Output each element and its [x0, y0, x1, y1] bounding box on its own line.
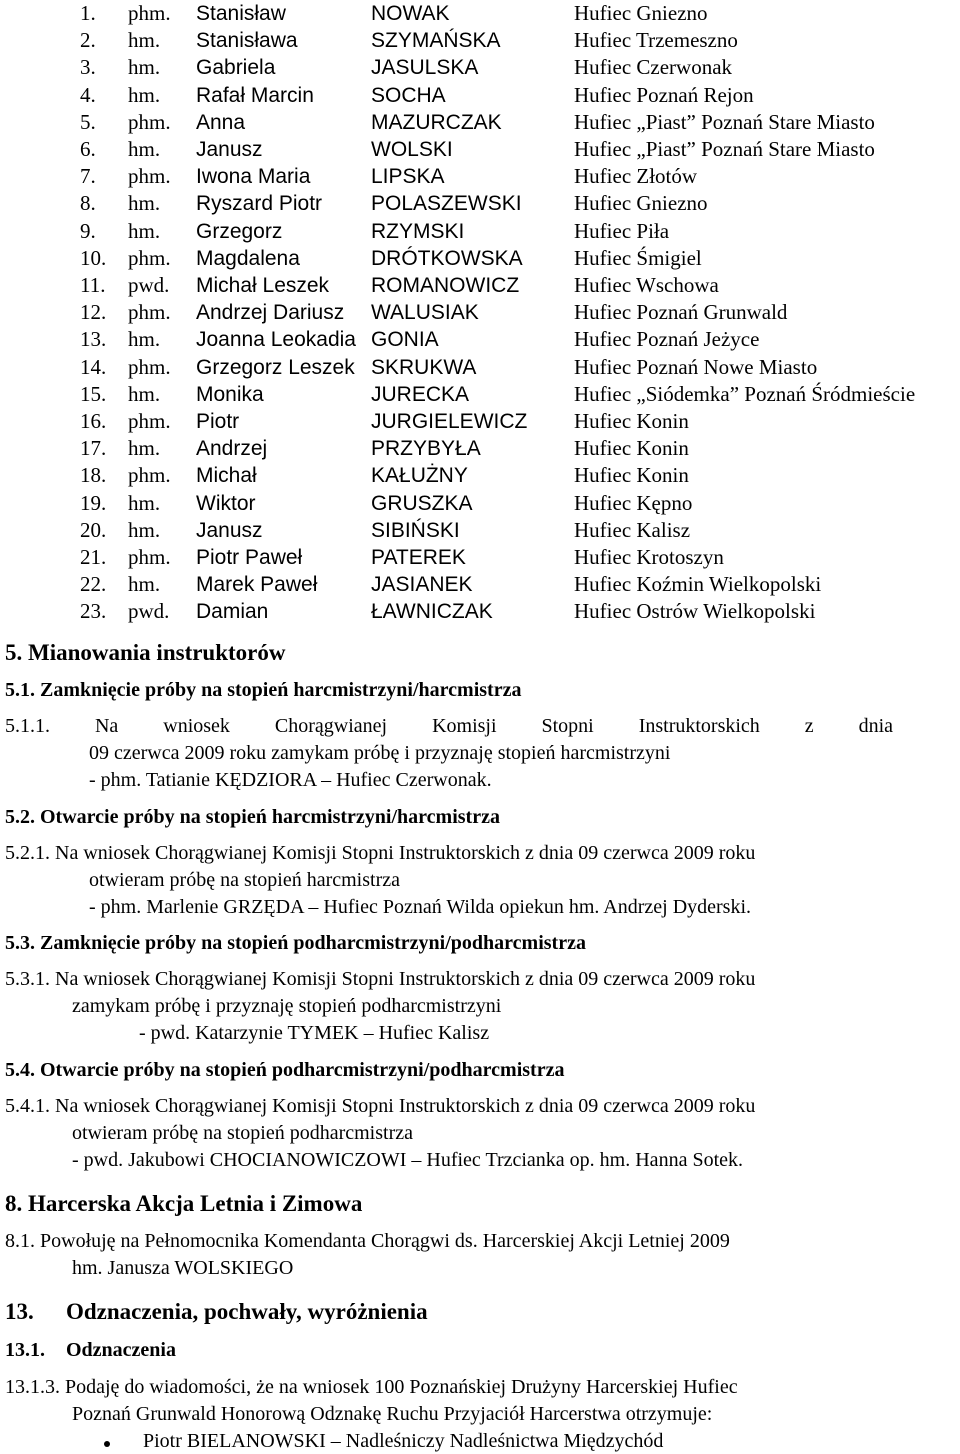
first-name: Joanna Leokadia: [196, 328, 356, 352]
unit-name: Hufiec Piła: [574, 218, 670, 243]
word: Komisji: [432, 715, 497, 737]
list-number: 12.: [80, 300, 107, 325]
last-name: ROMANOWICZ: [371, 274, 520, 297]
unit-name: Hufiec Poznań Nowe Miasto: [574, 354, 818, 379]
word: dnia: [858, 715, 894, 737]
degree: phm.: [128, 545, 171, 569]
section-5-1-heading: 5.1. Zamknięcie próby na stopień harcmistrzyni/harcmistrza: [5, 679, 522, 701]
section-5-3-heading: 5.3. Zamknięcie próby na stopień podharcmistrzyni/podharcmistrza: [5, 932, 586, 954]
section-5-3-1-line-3: - pwd. Katarzynie TYMEK – Hufiec Kalisz: [139, 1022, 490, 1044]
last-name: KAŁUŻNY: [371, 464, 468, 488]
section-13-number: 13.: [5, 1299, 34, 1324]
first-name: Andrzej: [196, 437, 268, 461]
section-5-3-1-line-2: zamykam próbę i przyznaję stopień podharcmistrzyni: [72, 995, 502, 1017]
list-number: 15.: [80, 381, 107, 406]
word: Instruktorskich: [638, 715, 760, 737]
unit-name: Hufiec Wschowa: [574, 273, 719, 297]
list-number: 16.: [80, 409, 107, 433]
first-name: Monika: [196, 382, 264, 406]
list-number: 23.: [80, 599, 107, 624]
section-5-1-1-line-1: [5, 715, 893, 738]
section-8-heading: 8. Harcerska Akcja Letnia i Zimowa: [5, 1191, 363, 1216]
first-name: Piotr Paweł: [196, 546, 303, 569]
first-name: Janusz: [196, 518, 263, 542]
section-5-2-1-line-1: 5.2.1. Na wniosek Chorągwianej Komisji Stopni Instruktorskich z dnia 09 czerwca 2009 roku: [5, 842, 756, 864]
word: wniosek: [163, 715, 230, 737]
unit-name: Hufiec „Piast” Poznań Stare Miasto: [574, 109, 875, 134]
word: 5.1.1.: [5, 715, 50, 737]
last-name: DRÓTKOWSKA: [371, 246, 523, 270]
degree: phm.: [128, 164, 171, 189]
list-number: 18.: [80, 463, 107, 488]
last-name: LIPSKA: [371, 165, 445, 189]
section-13-title: Odznaczenia, pochwały, wyróżnienia: [66, 1299, 428, 1324]
last-name: JURECKA: [371, 382, 470, 406]
last-name: WALUSIAK: [371, 301, 479, 325]
degree: phm.: [128, 109, 171, 134]
section-5-2-1-line-3: - phm. Marlenie GRZĘDA – Hufiec Poznań Wilda opiekun hm. Andrzej Dyderski.: [89, 896, 752, 918]
degree: hm.: [128, 517, 161, 542]
section-13-heading: [5, 1299, 428, 1325]
unit-name: Hufiec Poznań Jeżyce: [574, 327, 760, 352]
degree: phm.: [128, 1, 171, 25]
unit-name: Hufiec „Siódemka” Poznań Śródmieście: [574, 381, 916, 406]
list-number: 10.: [80, 245, 107, 270]
section-5-4-1-line-2: otwieram próbę na stopień podharcmistrza: [72, 1122, 413, 1144]
last-name: ŁAWNICZAK: [371, 600, 493, 624]
first-name: Gabriela: [196, 56, 276, 80]
word: Na: [94, 715, 119, 737]
word: Stopni: [541, 715, 594, 737]
section-13-1-3-line-1: 13.1.3. Podaję do wiadomości, że na wniosek 100 Poznańskiej Drużyny Harcerskiej Hufiec: [5, 1376, 738, 1398]
unit-name: Hufiec Gniezno: [574, 1, 708, 25]
degree: phm.: [128, 463, 171, 488]
unit-name: Hufiec Poznań Grunwald: [574, 300, 788, 325]
unit-name: Hufiec Krotoszyn: [574, 545, 724, 569]
word: z: [804, 715, 814, 737]
last-name: SKRUKWA: [371, 355, 477, 379]
first-name: Michał: [196, 464, 257, 488]
last-name: GONIA: [371, 328, 439, 352]
degree: hm.: [128, 218, 161, 243]
first-name: Rafał Marcin: [196, 83, 314, 107]
unit-name: Hufiec Konin: [574, 436, 689, 461]
last-name: JASIANEK: [371, 573, 473, 597]
degree: hm.: [128, 381, 161, 406]
section-8-1-line-1: 8.1. Powołuję na Pełnomocnika Komendanta Chorągwi ds. Harcerskiej Akcji Letniej 2009: [5, 1230, 730, 1252]
first-name: Janusz: [196, 138, 263, 161]
degree: hm.: [128, 28, 161, 53]
unit-name: Hufiec „Piast” Poznań Stare Miasto: [574, 137, 875, 161]
list-number: 8.: [80, 191, 96, 216]
section-13-1-heading: [5, 1339, 176, 1362]
section-5-4-heading: 5.4. Otwarcie próby na stopień podharcmistrzyni/podharcmistrza: [5, 1059, 565, 1081]
list-number: 13.: [80, 327, 107, 352]
unit-name: Hufiec Poznań Rejon: [574, 82, 754, 107]
degree: pwd.: [128, 599, 170, 624]
degree: hm.: [128, 55, 161, 80]
first-name: Marek Paweł: [196, 573, 318, 597]
degree: phm.: [128, 245, 171, 270]
last-name: NOWAK: [371, 2, 450, 25]
unit-name: Hufiec Konin: [574, 409, 689, 433]
last-name: JURGIELEWICZ: [371, 410, 528, 433]
list-number: 17.: [80, 436, 107, 461]
first-name: Grzegorz Leszek: [196, 355, 355, 379]
degree: hm.: [128, 82, 161, 107]
unit-name: Hufiec Ostrów Wielkopolski: [574, 599, 816, 624]
degree: phm.: [128, 300, 171, 325]
list-number: 14.: [80, 354, 107, 379]
last-name: PRZYBYŁA: [371, 437, 481, 461]
last-name: SIBIŃSKI: [371, 518, 460, 542]
bullet-icon: [104, 1441, 110, 1447]
section-5-heading: 5. Mianowania instruktorów: [5, 640, 286, 665]
degree: pwd.: [128, 273, 170, 297]
list-number: 19.: [80, 490, 107, 515]
list-number: 5.: [80, 109, 96, 134]
degree: hm.: [128, 137, 161, 161]
degree: hm.: [128, 327, 161, 352]
first-name: Grzegorz: [196, 219, 283, 243]
first-name: Michał Leszek: [196, 274, 330, 297]
section-13-1-title: Odznaczenia: [66, 1339, 176, 1361]
last-name: WOLSKI: [371, 138, 453, 161]
last-name: JASULSKA: [371, 56, 479, 80]
degree: hm.: [128, 191, 161, 216]
unit-name: Hufiec Kalisz: [574, 517, 691, 542]
last-name: PATEREK: [371, 546, 466, 569]
unit-name: Hufiec Konin: [574, 463, 689, 488]
unit-name: Hufiec Czerwonak: [574, 55, 733, 80]
first-name: Stanisław: [196, 2, 286, 25]
last-name: POLASZEWSKI: [371, 192, 522, 216]
word: Chorągwianej: [274, 715, 388, 737]
list-number: 21.: [80, 545, 107, 569]
list-number: 4.: [80, 82, 96, 107]
unit-name: Hufiec Śmigiel: [574, 245, 702, 270]
last-name: GRUSZKA: [371, 491, 473, 515]
section-5-4-1-line-1: 5.4.1. Na wniosek Chorągwianej Komisji Stopni Instruktorskich z dnia 09 czerwca 2009 roku: [5, 1095, 756, 1117]
unit-name: Hufiec Koźmin Wielkopolski: [574, 572, 822, 597]
list-number: 11.: [80, 273, 106, 297]
first-name: Wiktor: [196, 491, 256, 515]
section-8-1-line-2: hm. Janusza WOLSKIEGO: [72, 1257, 294, 1279]
list-number: 3.: [80, 55, 96, 80]
degree: hm.: [128, 572, 161, 597]
section-13-1-3-line-2: Poznań Grunwald Honorową Odznakę Ruchu Przyjaciół Harcerstwa otrzymuje:: [72, 1403, 713, 1425]
list-number: 9.: [80, 218, 96, 243]
degree: hm.: [128, 436, 161, 461]
unit-name: Hufiec Trzemeszno: [574, 28, 738, 53]
list-number: 2.: [80, 28, 96, 53]
degree: hm.: [128, 490, 161, 515]
last-name: SZYMAŃSKA: [371, 29, 501, 53]
section-5-2-1-line-2: otwieram próbę na stopień harcmistrza: [89, 869, 400, 891]
section-13-1-number: 13.1.: [5, 1339, 45, 1361]
first-name: Stanisława: [196, 29, 298, 53]
first-name: Anna: [196, 110, 246, 134]
list-number: 6.: [80, 137, 96, 161]
degree: phm.: [128, 409, 171, 433]
recipient-item: Piotr BIELANOWSKI – Nadleśniczy Nadleśnictwa Międzychód: [143, 1430, 664, 1452]
section-5-1-1-line-2: 09 czerwca 2009 roku zamykam próbę i przyznaję stopień harcmistrzyni: [89, 742, 671, 764]
last-name: RZYMSKI: [371, 219, 465, 243]
degree: phm.: [128, 354, 171, 379]
unit-name: Hufiec Gniezno: [574, 191, 708, 216]
last-name: SOCHA: [371, 83, 446, 107]
first-name: Damian: [196, 600, 269, 624]
section-5-3-1-line-1: 5.3.1. Na wniosek Chorągwianej Komisji Stopni Instruktorskich z dnia 09 czerwca 2009 roku: [5, 968, 756, 990]
first-name: Iwona Maria: [196, 165, 311, 189]
unit-name: Hufiec Kępno: [574, 490, 693, 515]
list-number: 1.: [80, 1, 96, 25]
section-5-4-1-line-3: - pwd. Jakubowi CHOCIANOWICZOWI – Hufiec Trzcianka op. hm. Hanna Sotek.: [72, 1149, 743, 1171]
section-5-2-heading: 5.2. Otwarcie próby na stopień harcmistrzyni/harcmistrza: [5, 806, 500, 828]
last-name: MAZURCZAK: [371, 110, 502, 134]
list-number: 20.: [80, 517, 107, 542]
list-number: 22.: [80, 572, 107, 597]
list-number: 7.: [80, 164, 96, 189]
first-name: Ryszard Piotr: [196, 192, 323, 216]
first-name: Magdalena: [196, 246, 300, 270]
first-name: Andrzej Dariusz: [196, 301, 345, 325]
unit-name: Hufiec Złotów: [574, 164, 698, 189]
first-name: Piotr: [196, 410, 240, 433]
section-5-1-1-line-3: - phm. Tatianie KĘDZIORA – Hufiec Czerwonak.: [89, 769, 492, 791]
